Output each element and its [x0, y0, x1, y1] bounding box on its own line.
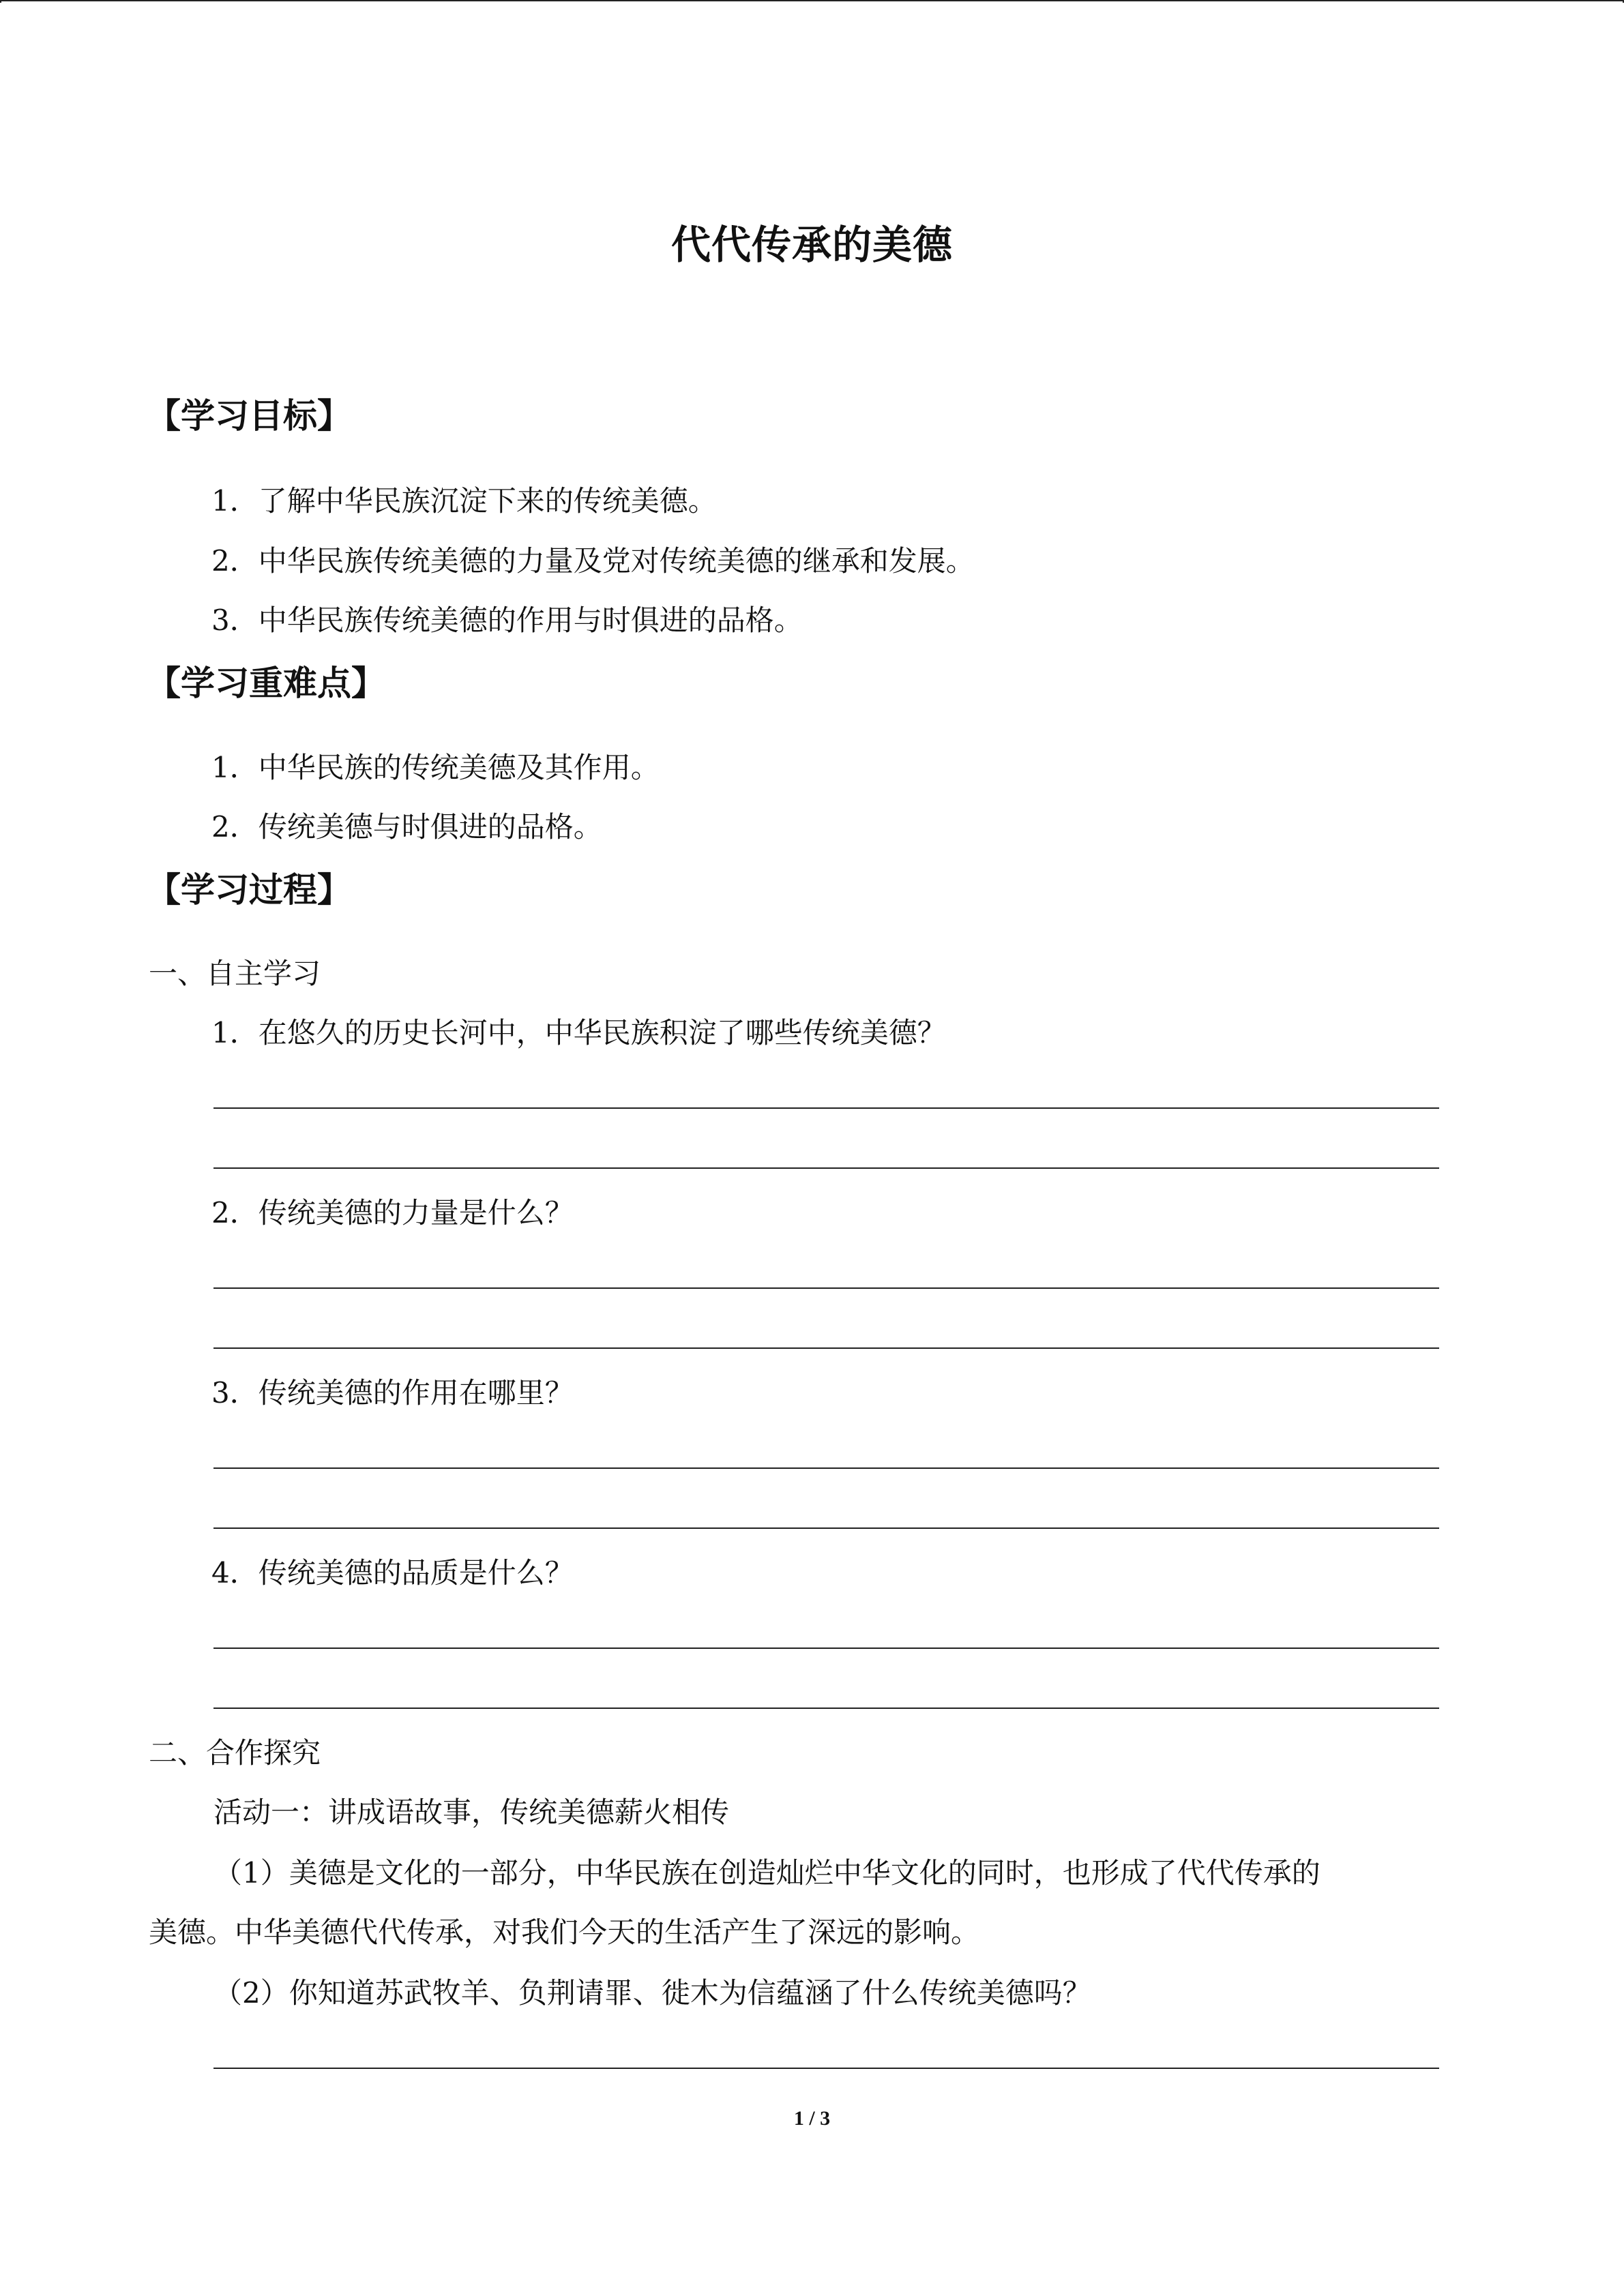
page-border [0, 0, 1624, 3]
paragraph-line: （1）美德是文化的一部分，中华民族在创造灿烂中华文化的同时，也形成了代代传承的 [213, 1856, 1320, 1890]
page-number: 1 / 3 [793, 2107, 831, 2130]
answer-line[interactable] [213, 1467, 1439, 1469]
process-heading: 【学习过程】 [147, 870, 351, 910]
answer-line[interactable] [213, 1708, 1439, 1709]
answer-line[interactable] [213, 1287, 1439, 1289]
answer-line[interactable] [213, 1167, 1439, 1169]
self-study-label: 一、自主学习 [149, 957, 321, 990]
key-point-item: 2．传统美德与时俱进的品格。 [211, 810, 602, 844]
key-points-heading: 【学习重难点】 [147, 664, 385, 703]
page-title: 代代传承的美德 [670, 222, 953, 268]
question-item: 3．传统美德的作用在哪里？ [211, 1376, 574, 1410]
objectives-heading: 【学习目标】 [147, 396, 351, 436]
paragraph-line: 美德。中华美德代代传承，对我们今天的生活产生了深远的影响。 [149, 1915, 980, 1949]
objective-item: 2．中华民族传统美德的力量及党对传统美德的继承和发展。 [211, 544, 975, 578]
cooperation-label: 二、合作探究 [149, 1736, 321, 1770]
key-point-item: 1．中华民族的传统美德及其作用。 [211, 751, 660, 784]
activity-title: 活动一：讲成语故事，传统美德薪火相传 [213, 1795, 730, 1829]
question-item: 4．传统美德的品质是什么？ [211, 1556, 574, 1590]
answer-line[interactable] [213, 2068, 1439, 2069]
answer-line[interactable] [213, 1527, 1439, 1529]
objective-item: 3．中华民族传统美德的作用与时俱进的品格。 [211, 603, 803, 637]
question-item: （2）你知道苏武牧羊、负荆请罪、徙木为信蕴涵了什么传统美德吗？ [213, 1976, 1091, 2010]
objective-item: 1．了解中华民族沉淀下来的传统美德。 [211, 484, 717, 518]
question-item: 1．在悠久的历史长河中，中华民族积淀了哪些传统美德？ [211, 1016, 946, 1049]
answer-line[interactable] [213, 1648, 1439, 1649]
answer-line[interactable] [213, 1107, 1439, 1109]
answer-line[interactable] [213, 1347, 1439, 1349]
question-item: 2．传统美德的力量是什么？ [211, 1196, 574, 1229]
